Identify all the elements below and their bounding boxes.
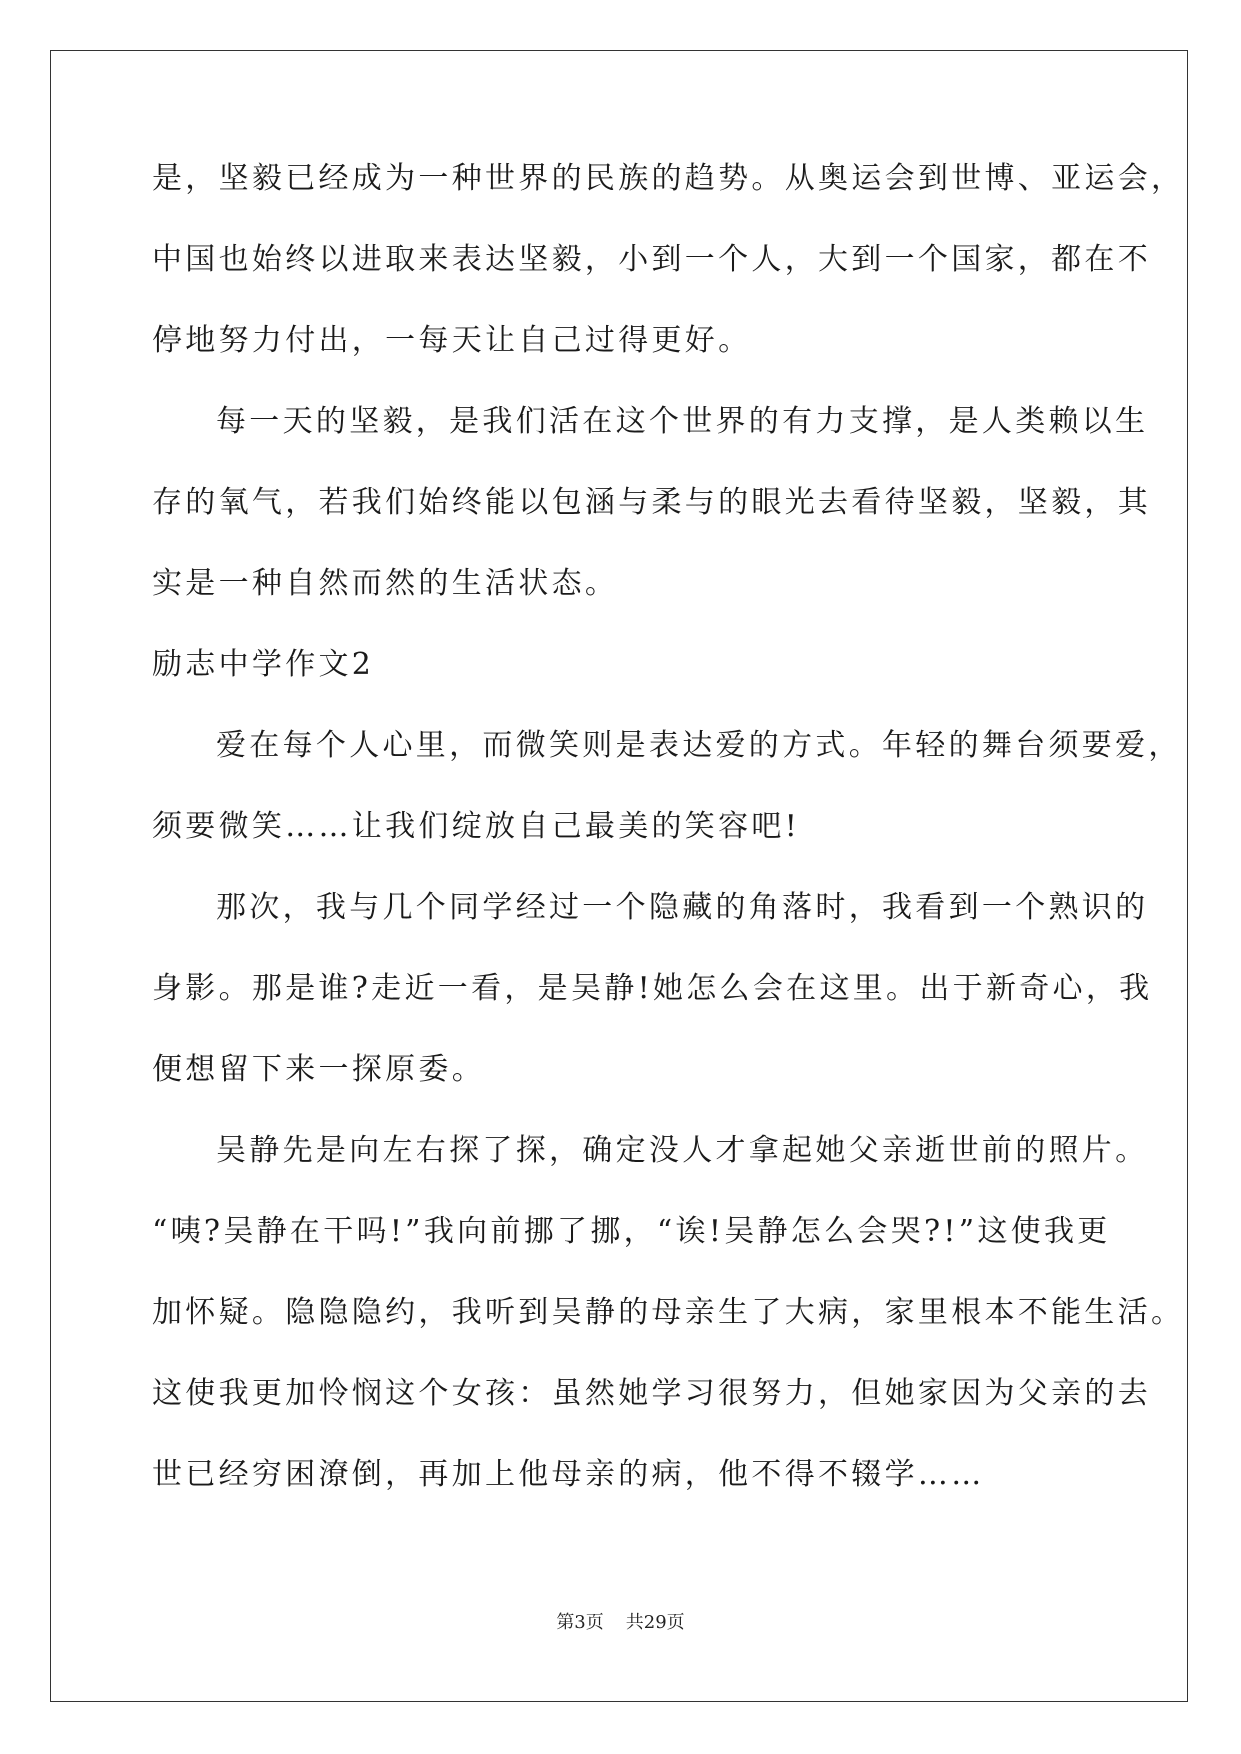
- text-line: 身影。那是谁?走近一看，是吴静!她怎么会在这里。出于新奇心，我: [152, 971, 1153, 1006]
- section-heading: 励志中学作文2: [152, 647, 375, 682]
- text-line: 存的氧气，若我们始终能以包涵与柔与的眼光去看待坚毅，坚毅，其: [152, 485, 1151, 520]
- page-total: 共29页: [625, 1612, 685, 1633]
- page-footer: [0, 1611, 1241, 1635]
- text-line: 世已经穷困潦倒，再加上他母亲的病，他不得不辍学……: [152, 1457, 985, 1492]
- text-line: 实是一种自然而然的生活状态。: [152, 566, 619, 601]
- text-line: 须要微笑……让我们绽放自己最美的笑容吧!: [152, 809, 801, 844]
- text-line: 中国也始终以进取来表达坚毅，小到一个人，大到一个国家，都在不: [152, 242, 1151, 277]
- text-line: 是，坚毅已经成为一种世界的民族的趋势。从奥运会到世博、亚运会，: [152, 161, 1185, 196]
- paragraph-start: 爱在每个人心里，而微笑则是表达爱的方式。年轻的舞台须要爱，: [216, 728, 1182, 763]
- paragraph-start: 那次，我与几个同学经过一个隐藏的角落时，我看到一个熟识的: [216, 890, 1149, 925]
- text-line: “咦?吴静在干吗!”我向前挪了挪，“诶!吴静怎么会哭?!”这使我更: [152, 1214, 1111, 1249]
- page-number: 第3页: [556, 1612, 604, 1633]
- text-line: 便想留下来一探原委。: [152, 1052, 485, 1087]
- text-line: 停地努力付出，一每天让自己过得更好。: [152, 323, 752, 358]
- text-line: 加怀疑。隐隐隐约，我听到吴静的母亲生了大病，家里根本不能生活。: [152, 1295, 1185, 1330]
- paragraph-start: 吴静先是向左右探了探，确定没人才拿起她父亲逝世前的照片。: [216, 1133, 1149, 1168]
- paragraph-start: 每一天的坚毅，是我们活在这个世界的有力支撑，是人类赖以生: [216, 404, 1149, 439]
- text-line: 这使我更加怜悯这个女孩：虽然她学习很努力，但她家因为父亲的去: [152, 1376, 1151, 1411]
